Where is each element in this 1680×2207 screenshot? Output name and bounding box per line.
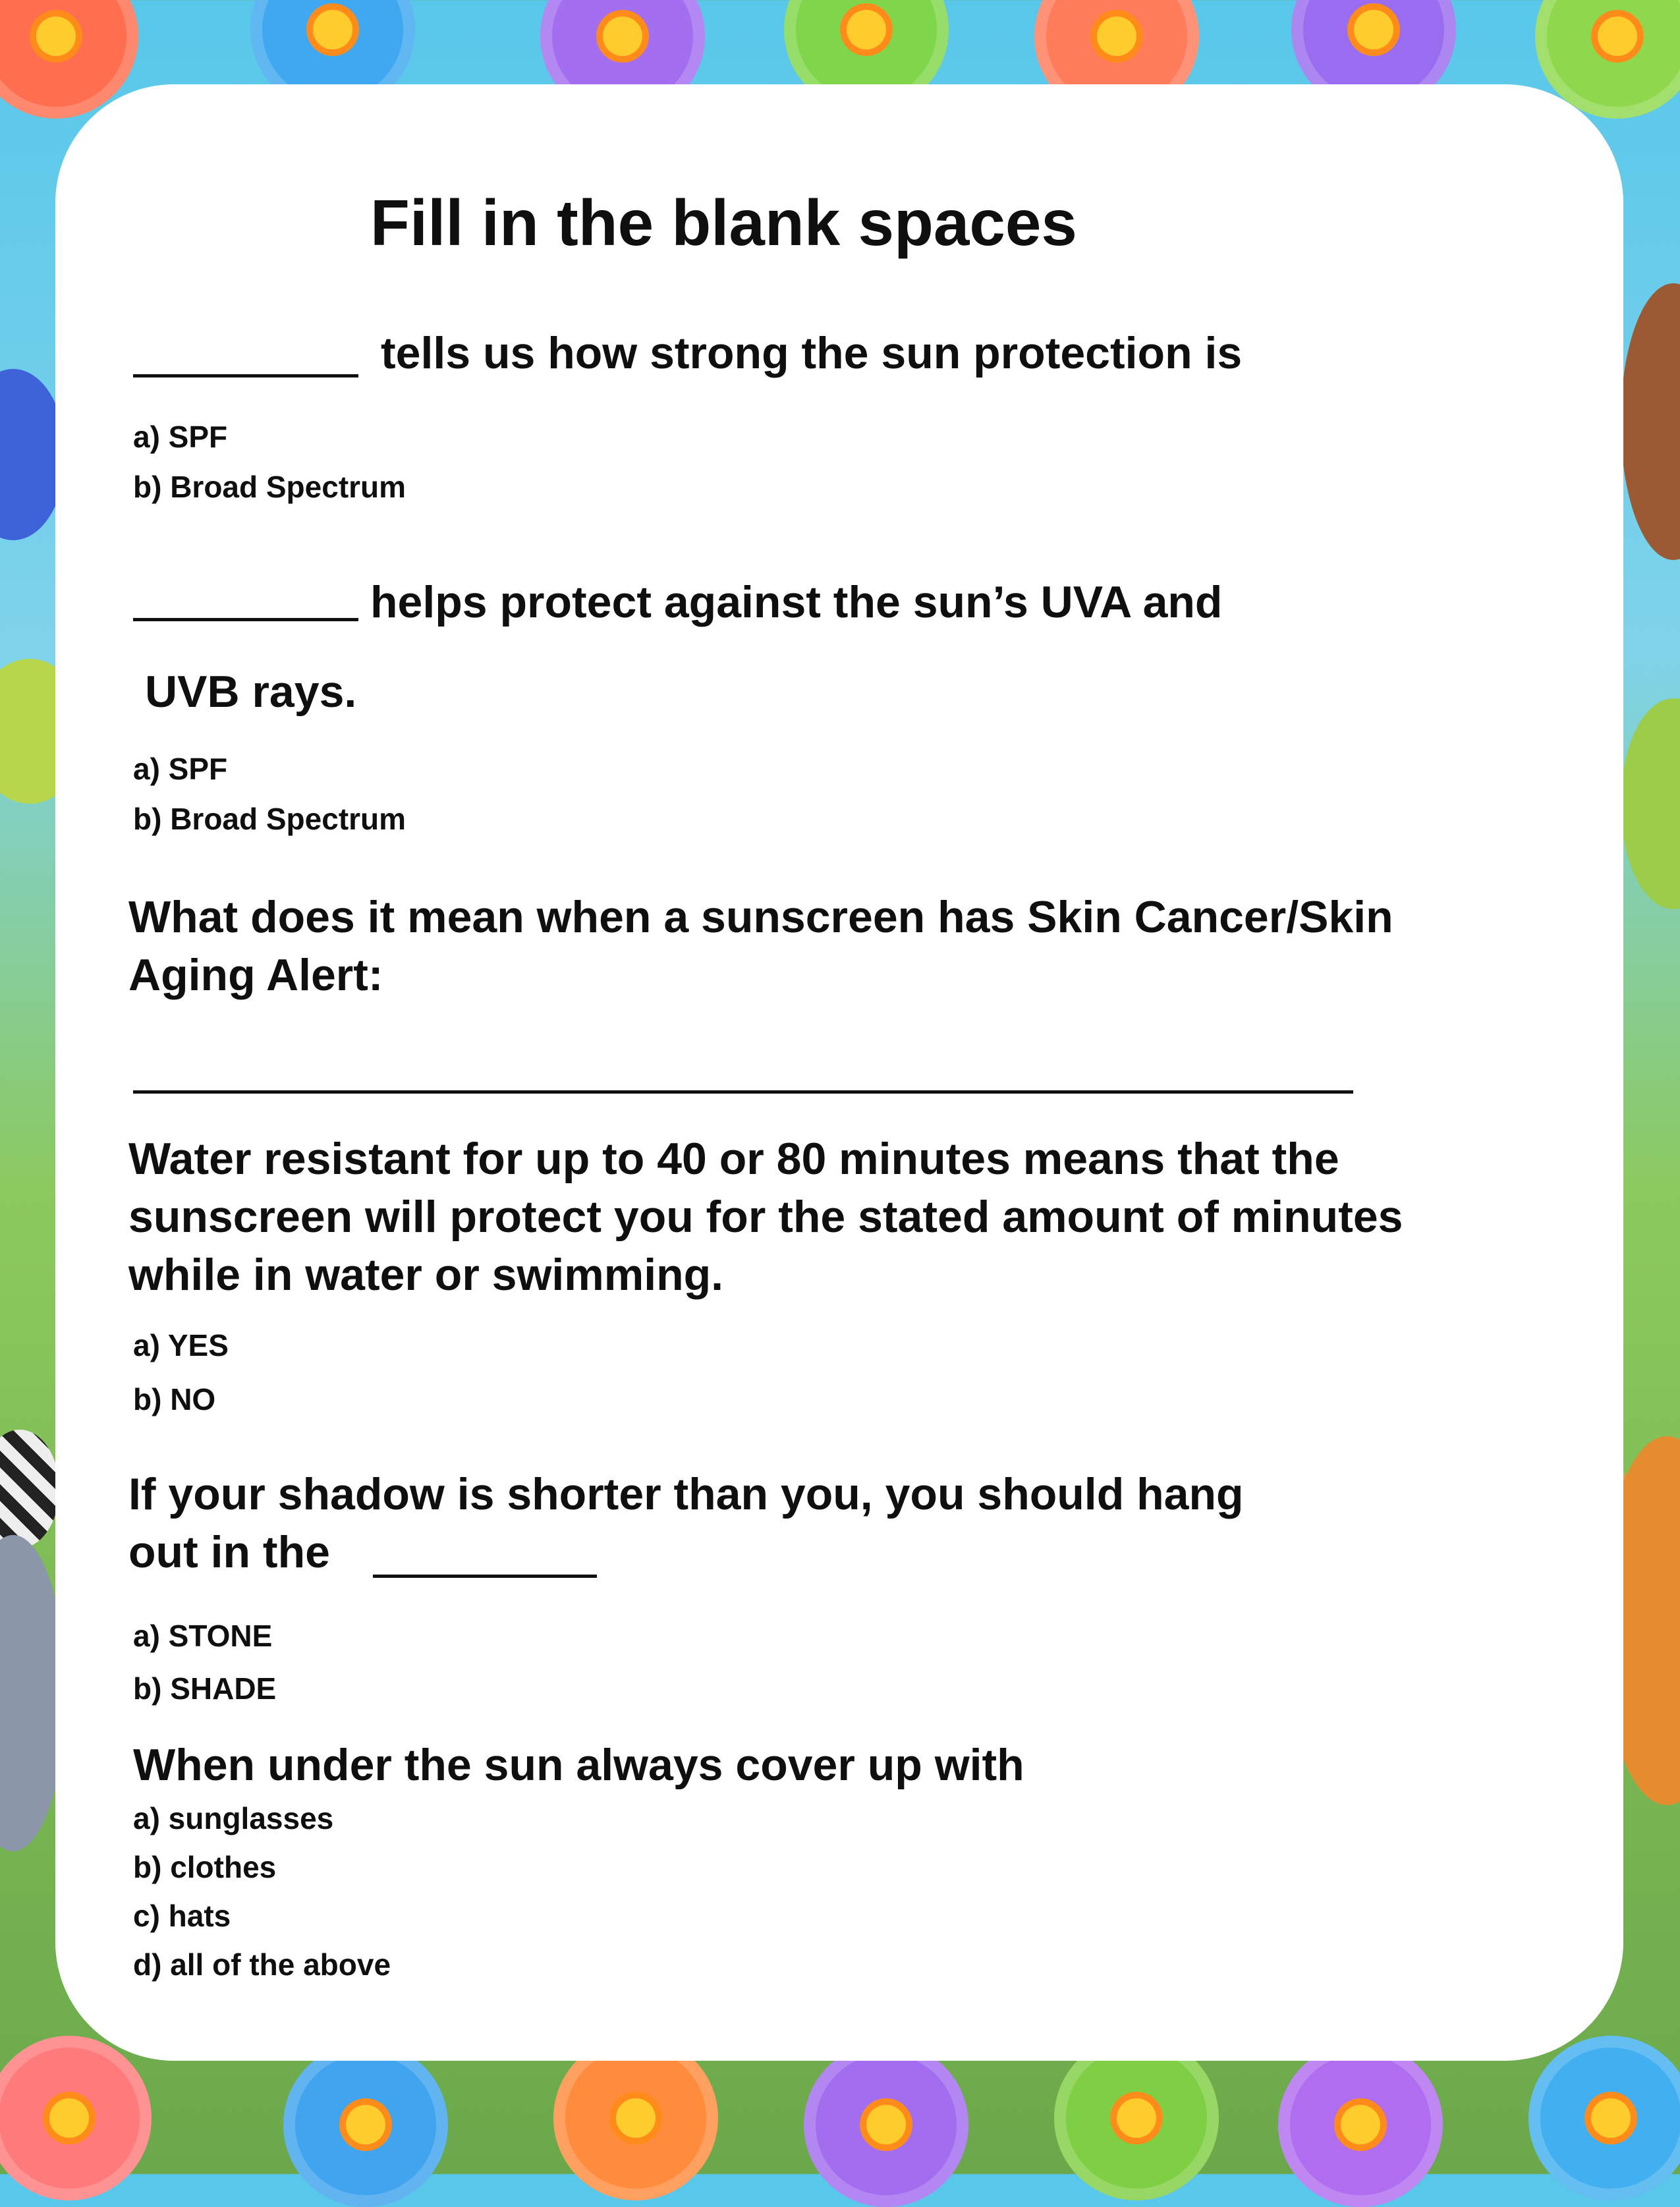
flower-icon [0, 2036, 152, 2200]
bottom-flower-border [0, 2036, 1680, 2207]
zebra-decoration [0, 1430, 59, 1548]
question-2-option-b[interactable]: b) Broad Spectrum [133, 802, 406, 836]
question-1-text: tells us how strong the sun protection is [381, 328, 1243, 378]
question-5-option-a[interactable]: a) STONE [133, 1619, 273, 1653]
flower-icon [283, 2042, 448, 2207]
answer-blank[interactable] [133, 374, 358, 377]
question-2-text-line-2: UVB rays. [145, 667, 357, 717]
question-6-text: When under the sun always cover up with [133, 1740, 1024, 1790]
question-4-text-line-1: Water resistant for up to 40 or 80 minutes means that the [128, 1134, 1339, 1184]
question-2-text-line-1: helps protect against the sun’s UVA and [370, 577, 1223, 627]
flower-icon [1528, 2036, 1680, 2200]
mushroom-decoration [1621, 283, 1680, 560]
question-4-option-b[interactable]: b) NO [133, 1382, 216, 1416]
question-4-text-line-2: sunscreen will protect you for the stated amount of minutes [128, 1192, 1403, 1242]
question-5-text-line-2: out in the [128, 1527, 330, 1577]
question-1-option-a[interactable]: a) SPF [133, 420, 228, 454]
flower-icon [1278, 2042, 1443, 2207]
question-2-option-a[interactable]: a) SPF [133, 752, 228, 786]
answer-blank[interactable] [133, 618, 358, 621]
question-3-text-line-1: What does it mean when a sunscreen has Skin Cancer/Skin [128, 892, 1393, 942]
answer-line[interactable] [133, 1090, 1353, 1094]
question-6-option-d[interactable]: d) all of the above [133, 1947, 391, 1982]
question-6-option-b[interactable]: b) clothes [133, 1850, 277, 1884]
answer-blank[interactable] [373, 1575, 597, 1578]
question-3-text-line-2: Aging Alert: [128, 950, 383, 1000]
question-4-text-line-3: while in water or swimming. [128, 1250, 724, 1300]
question-6-option-a[interactable]: a) sunglasses [133, 1801, 334, 1835]
tree-right-decoration [1621, 698, 1680, 909]
question-5-option-b[interactable]: b) SHADE [133, 1671, 277, 1706]
page-title: Fill in the blank spaces [370, 186, 1077, 259]
question-4-option-a[interactable]: a) YES [133, 1328, 229, 1362]
question-6-option-c[interactable]: c) hats [133, 1899, 231, 1933]
flower-icon [804, 2042, 968, 2207]
question-1-option-b[interactable]: b) Broad Spectrum [133, 470, 406, 504]
question-5-text-line-1: If your shadow is shorter than you, you should hang [128, 1469, 1244, 1519]
